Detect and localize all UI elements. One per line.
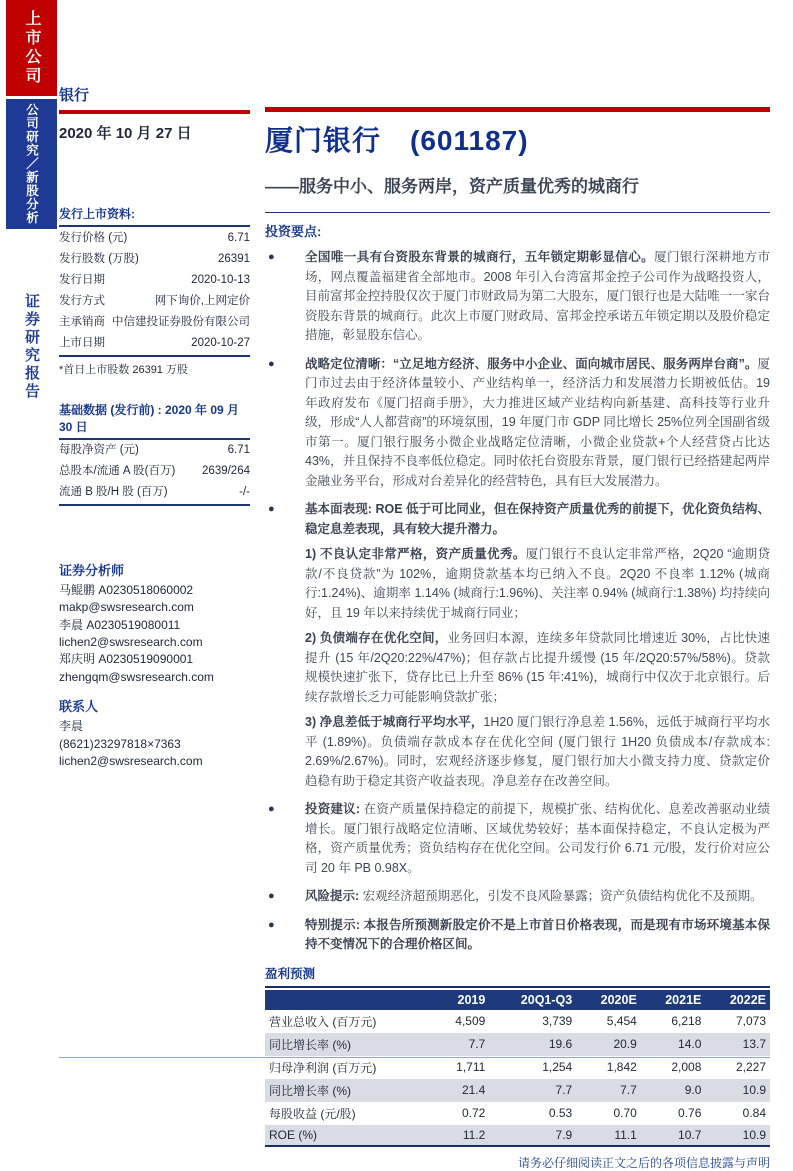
bullet-bold: 投资建议: (305, 802, 364, 816)
profit-forecast-table (265, 990, 770, 1145)
subpoint-bold: 3) 净息差低于城商行平均水平， (305, 715, 484, 729)
bullet-text: 厦门银行深耕地方市场，网点覆盖福建省全部地市。2008 年引入台湾富邦金控子公司作为战略投资人，目前富邦金控持股仅次于厦门市财政局为第二大股东，厦门银行也是大陆唯一一家台资股东背景的城商行。此次上市厦门财政局、富邦金控承诺五年锁定期以及股价稳定措施，彰显股东信心。 (305, 250, 770, 342)
table-cell: 每股收益 (元/股) (269, 1106, 356, 1121)
report-date: 2020 年 10 月 27 日 (59, 125, 192, 142)
table-cell: 13.7 (742, 1037, 766, 1051)
table-cell: 20.9 (613, 1037, 637, 1051)
bullet-icon: ● (268, 803, 275, 815)
info-label: 发行方式 (59, 294, 105, 307)
bullet-list (265, 248, 770, 955)
text-line: 郑庆明 A0230519090001 (59, 652, 194, 667)
subpoint-asset-quality (305, 545, 770, 623)
table-cell: 21.4 (461, 1083, 486, 1097)
table-cell: 1,711 (456, 1060, 486, 1074)
sidebar-caption-research-report (6, 293, 57, 401)
bullet-bold: 基本面表现: ROE 低于可比同业，但在保持资产质量优秀的前提下，优化资负结构、稳定息差表现，具有较大提升潜力。 (305, 502, 770, 536)
base-data-rows (59, 440, 250, 506)
issue-info-footnote: *首日上市股数 26391 万股 (59, 363, 188, 376)
table-cell: 5,454 (606, 1014, 637, 1028)
sidebar-tag-listed-company (6, 0, 57, 96)
bullet-shareholder-background (265, 248, 770, 346)
table-cell: 19.6 (548, 1037, 573, 1051)
footer-rule (59, 1057, 770, 1058)
table-cell: 0.70 (613, 1106, 637, 1120)
bullet-icon: ● (268, 503, 275, 515)
table-cell: 7.7 (620, 1083, 637, 1097)
text-line: lichen2@swsresearch.com (59, 635, 203, 650)
info-value: 网下询价,上网定价 (154, 294, 250, 307)
table-cell: 同比增长率 (%) (269, 1083, 351, 1098)
left-red-rule (59, 110, 250, 114)
industry-label: 银行 (59, 87, 90, 104)
table-cell: 1,254 (542, 1060, 573, 1074)
table-cell: 营业总收入 (百万元) (269, 1014, 377, 1029)
table-cell: 9.0 (684, 1083, 702, 1097)
info-label: 流通 B 股/H 股 (百万) (59, 486, 168, 499)
subpoint-text: 厦门银行不良认定非常严格，2Q20 “逾期贷款/不良贷款”为 102%，逾期贷款基本均已纳入不良。2Q20 不良率 1.12% (城商行:1.24%)、逾期率 1.14% (城商行:1.96%)、关注率 0.94% (城商行:1.38%) 均持续向好，且 19 年以来持续优于城商行同业； (305, 547, 770, 620)
sidebar-tag-research-type-label: 公司研究／新股分析 (24, 103, 39, 225)
investment-highlights-heading: 投资要点: (265, 224, 322, 239)
bullet-icon: ● (268, 918, 275, 931)
table-row (265, 1033, 770, 1056)
info-value: 6.71 (227, 231, 250, 244)
bullet-bold: 战略定位清晰：“立足地方经济、服务中小企业、面向城市居民、服务两岸台商”。 (305, 356, 758, 371)
profit-forecast-section (265, 964, 770, 1147)
analysts-section (59, 560, 250, 686)
subpoint-text: 1H20 厦门银行净息差 1.56%，远低于城商行平均水平 (1.89%)。负债端存款成本存在优化空间 (厦门银行 1H20 负债成本/存款成本: 2.69%/2.67%)。同时，宏观经济逐步修复，厦门银行加大小微支持力度、贷款定价趋稳有助于稳定其资产收益表现。净息差存在改善空间。 (305, 715, 770, 788)
info-row (59, 248, 250, 269)
table-header-cell: 2019 (434, 990, 490, 1010)
contacts-title: 联系人 (59, 699, 99, 715)
sidebar-tag-listed-company-label: 上市公司 (23, 10, 40, 86)
info-label: 发行价格 (元) (59, 231, 128, 244)
table-cell: 0.84 (742, 1106, 766, 1120)
table-cell: 11.2 (462, 1127, 486, 1142)
analysts-lines (59, 582, 250, 686)
table-cell: 同比增长率 (%) (269, 1037, 351, 1052)
bullet-risk-warning (265, 887, 770, 907)
text-line: zhengqm@swsresearch.com (59, 669, 214, 684)
table-cell: 归母净利润 (百万元) (269, 1060, 377, 1075)
bullet-fundamentals (265, 500, 770, 791)
table-cell: 1,842 (606, 1060, 637, 1074)
table-cell: 2,008 (671, 1060, 702, 1074)
bullet-text: 宏观经济超预期恶化，引发不良风险暴露；资产负债结构优化不及预期。 (362, 889, 763, 903)
table-cell: 14.0 (678, 1037, 702, 1051)
table-header-cell (265, 990, 434, 1010)
table-header-cell: 2020E (576, 990, 641, 1010)
table-cell: 10.7 (678, 1127, 702, 1142)
bullet-investment-advice (265, 800, 770, 878)
info-row (59, 482, 250, 503)
table-row (265, 1125, 770, 1145)
info-value: 2020-10-27 (191, 336, 250, 349)
main-column (265, 107, 770, 1171)
info-row (59, 227, 250, 248)
base-data-title: 基础数据 (发行前) : 2020 年 09 月 30 日 (59, 401, 250, 440)
table-header-cell: 20Q1-Q3 (489, 990, 576, 1010)
bullet-bold: 风险提示: (305, 889, 363, 903)
table-cell: 11.1 (614, 1127, 637, 1142)
table-cell: 10.9 (742, 1083, 766, 1097)
text-line: (8621)23297818×7363 (59, 736, 181, 751)
info-row (59, 440, 250, 461)
bullet-strategy-positioning (265, 355, 770, 492)
contacts-section (59, 696, 250, 770)
bullet-bold: 全国唯一具有台资股东背景的城商行，五年锁定期彰显信心。 (305, 250, 655, 264)
info-label: 上市日期 (59, 336, 105, 349)
info-label: 每股净资产 (元) (59, 444, 139, 457)
text-line: lichen2@swsresearch.com (59, 753, 203, 768)
subpoint-text: 业务回归本源，连续多年贷款同比增速近 30%，占比快速提升 (15 年/2Q20:22%/47%)；但存款占比提升缓慢 (15 年/2Q20:57%/58%)。贷款规模快速扩张下，贷存比已上升至 86% (15 年:41%)，城商行中仅次于北京银行。后续存款增长乏力可能影响贷款扩张； (305, 631, 770, 704)
page-title: 厦门银行 (601187) (265, 125, 529, 156)
info-row (59, 332, 250, 353)
table-cell: 7,073 (735, 1014, 766, 1028)
table-cell: 10.9 (742, 1127, 766, 1142)
table-cell: 6,218 (671, 1014, 702, 1028)
table-header-cell: 2022E (705, 990, 770, 1010)
info-value: 2020-10-13 (191, 273, 250, 286)
info-label: 总股本/流通 A 股(百万) (59, 465, 176, 478)
base-data-section (59, 401, 250, 506)
subpoint-bold: 2) 负债端存在优化空间， (305, 631, 448, 645)
table-cell: 7.9 (555, 1127, 573, 1142)
table-cell: 7.7 (555, 1083, 573, 1097)
left-info-column (59, 84, 250, 770)
title-divider (265, 212, 770, 213)
bullet-text: 在资产质量保持稳定的前提下，规模扩张、结构优化、息差改善驱动业绩增长。厦门银行战略定位清晰、区域优势较好；基本面保持稳定，不良认定极为严格，资产质量优秀；资负结构存在优化空间。公司发行价 6.71 元/股，发行价对应公司 20 年 PB 0.98X。 (305, 802, 770, 875)
bullet-icon: ● (268, 357, 275, 370)
issue-info-title: 发行上市资料: (59, 205, 250, 227)
table-cell: 0.53 (548, 1106, 573, 1120)
table-cell: 3,739 (542, 1014, 573, 1028)
table-cell: ROE (%) (269, 1127, 317, 1142)
table-row (265, 1056, 770, 1079)
info-label: 发行日期 (59, 273, 105, 286)
profit-forecast-table-wrap (265, 986, 770, 1147)
main-red-rule (265, 107, 770, 112)
analysts-title: 证券分析师 (59, 562, 125, 578)
bullet-icon: ● (268, 251, 275, 263)
table-cell: 0.72 (461, 1106, 486, 1120)
table-row (265, 1079, 770, 1102)
info-row (59, 311, 250, 332)
info-row (59, 290, 250, 311)
table-row (265, 1102, 770, 1125)
info-label: 主承销商 (59, 315, 105, 328)
bullet-special-note (265, 916, 770, 955)
page-subtitle: ——服务中小、服务两岸，资产质量优秀的城商行 (265, 177, 639, 196)
disclosure-footer: 请务必仔细阅读正文之后的各项信息披露与声明 (517, 1155, 770, 1170)
table-header-row (265, 990, 770, 1010)
contacts-lines (59, 718, 250, 770)
info-label: 发行股数 (万股) (59, 252, 139, 265)
text-line: makp@swsresearch.com (59, 600, 194, 615)
issue-info-rows (59, 227, 250, 357)
bullet-icon: ● (268, 890, 275, 902)
table-cell: 2,227 (735, 1060, 766, 1074)
bullet-bold: 特别提示: 本报告所预测新股定价不是上市首日价格表现，而是现有市场环境基本保持不变情况下的合理价格区间。 (305, 917, 770, 951)
info-value: 中信建投证券股份有限公司 (112, 315, 250, 328)
info-row (59, 269, 250, 290)
text-line: 李晨 (59, 719, 84, 734)
table-row (265, 1010, 770, 1033)
table-cell: 0.76 (678, 1106, 702, 1120)
info-row (59, 461, 250, 482)
subpoint-liability-side (305, 629, 770, 707)
sidebar-tag-research-type (6, 99, 57, 229)
text-line: 马鲲鹏 A0230518060002 (59, 582, 194, 597)
issue-info-section (59, 205, 250, 377)
profit-forecast-title: 盈利预测 (265, 966, 316, 981)
table-cell: 7.7 (468, 1037, 486, 1051)
subpoint-nim (305, 713, 770, 791)
table-cell: 4,509 (455, 1014, 486, 1028)
sidebar-caption-label: 证券研究报告 (23, 293, 40, 401)
bullet-text: 厦门市过去由于经济体量较小、产业结构单一，经济活力和发展潜力长期被低估。19 年政府发布《厦门招商手册》，大力推进区域产业结构向新基建、高科技等行业升级，形成“人人都营商”的环境氛围，19 年厦门市 GDP 同比增长 25%位列全国副省级市第一。厦门银行服务小微企业战略定位清晰，小微企业贷款+个人经营贷占比达 43%，并且保持不良率低位稳定。同时依托台资股东背景，厦门银行已经搭建起两岸金融业务平台，形成对台差异化的经营特色，具有巨大发展潜力。 (305, 356, 770, 488)
text-line: 李晨 A0230519080011 (59, 617, 181, 632)
info-value: -/- (239, 486, 250, 499)
info-value: 26391 (218, 252, 250, 265)
subpoint-bold: 1) 不良认定非常严格，资产质量优秀。 (305, 547, 526, 561)
table-header-cell: 2021E (641, 990, 706, 1010)
info-value: 2639/264 (202, 465, 250, 478)
info-value: 6.71 (227, 444, 250, 457)
